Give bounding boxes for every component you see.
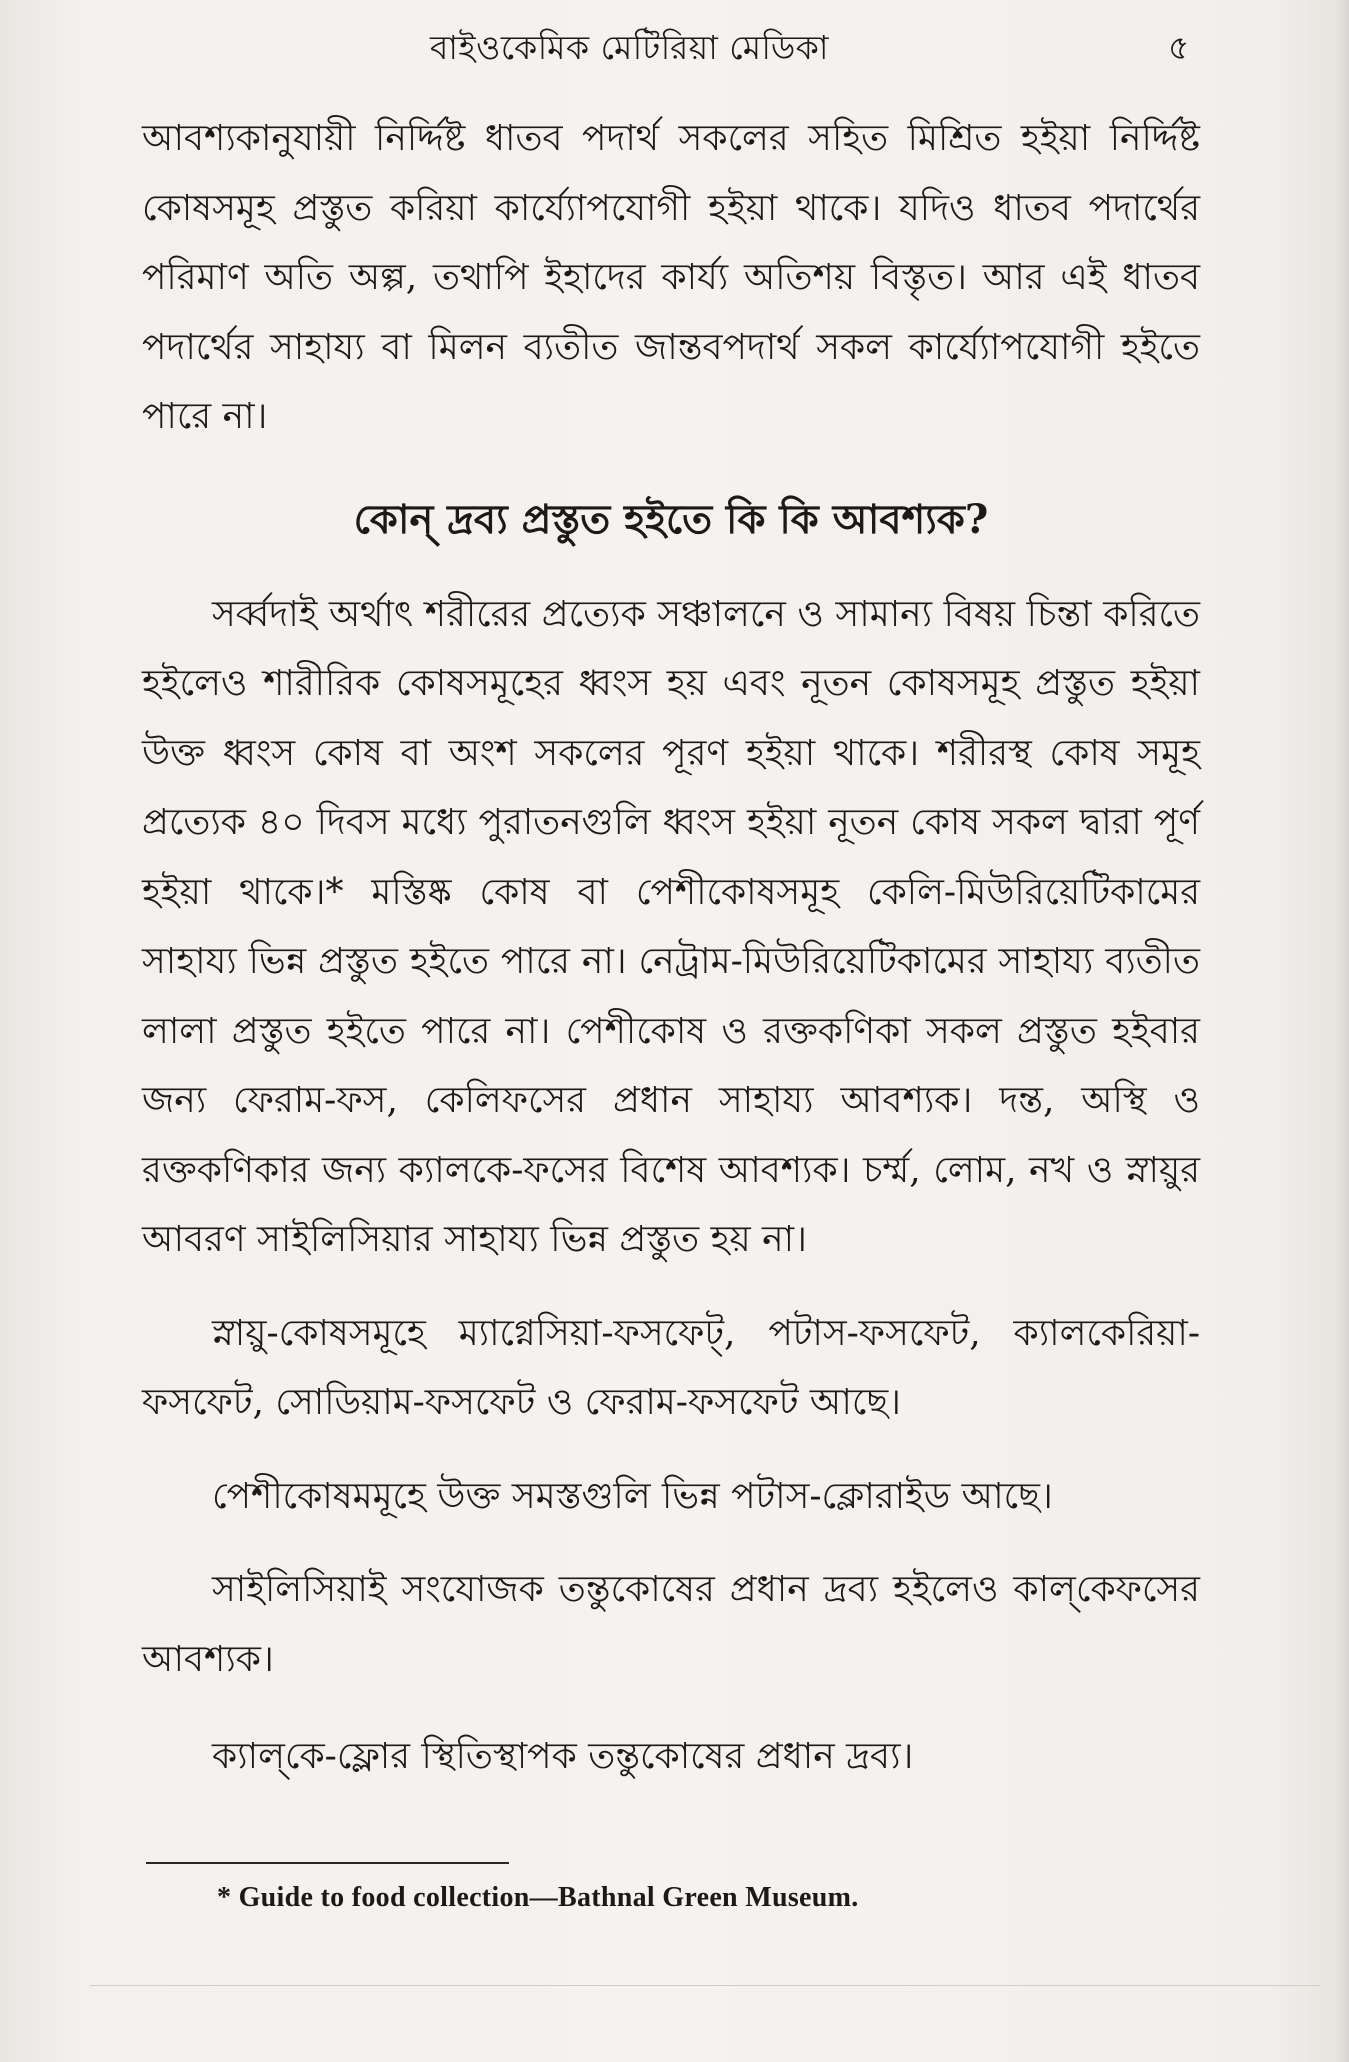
page-bottom-edge: [90, 1985, 1320, 1986]
paragraph-5: সাইলিসিয়াই সংযোজক তন্তুকোষের প্রধান দ্রব্য হইলেও কাল্‌কেফসের আবশ্যক।: [142, 1569, 1200, 1680]
page-edge-shadow: [1335, 0, 1349, 2062]
paragraph-4: পেশীকোষমমূহে উক্ত সমস্তগুলি ভিন্ন পটাস-ক্লোরাইড আছে।: [212, 1475, 1053, 1517]
body-text: [142, 104, 1200, 1792]
page-number: ৫: [1168, 28, 1190, 67]
paragraph-6: ক্যাল্‌কে-ফ্লোর স্থিতিস্থাপক তন্তুকোষের প্রধান দ্রব্য।: [212, 1736, 914, 1777]
paragraph-2: সর্ব্বদাই অর্থাৎ শরীরের প্রত্যেক সঞ্চালনে ও সামান্য বিষয় চিন্তা করিতে হইলেও শারীরিক কোষসমূহের ধ্বংস হয় এবং নূতন কোষসমূহ প্রস্তুত হইয়া উক্ত ধ্বংস কোষ বা অংশ সকলের পূরণ হইয়া থাকে। শরীরস্থ কোষ সমূহ প্রত্যেক ৪০ দিবস মধ্যে পুরাতনগুলি ধ্বংস হইয়া নূতন কোষ সকল দ্বারা পূর্ণ হইয়া থাকে।* মস্তিষ্ক কোষ বা পেশীকোষসমূহ কেলি-মিউরিয়েটিকামের সাহায্য ভিন্ন প্রস্তুত হইতে পারে না। নেট্রাম-মিউরিয়েটিকামের সাহায্য ব্যতীত লালা প্রস্তুত হইতে পারে না। পেশীকোষ ও রক্তকণিকা সকল প্রস্তুত হইবার জন্য ফেরাম-ফস, কেলিফসের প্রধান সাহায্য আবশ্যক। দন্ত, অস্থি ও রক্তকণিকার জন্য ক্যালকে-ফসের বিশেষ আবশ্যক। চর্ম্ম, লোম, নখ ও স্নায়ুর আবরণ সাইলিসিয়ার সাহায্য ভিন্ন প্রস্তুত হয় না।: [142, 593, 1200, 1260]
running-head: [0, 22, 1349, 72]
section-heading: কোন্ দ্রব্য প্রস্তুত হইতে কি কি আবশ্যক?: [353, 495, 989, 543]
paragraph-3: স্নায়ু-কোষসমূহে ম্যাগ্নেসিয়া-ফসফেট্, পটাস-ফসফেট, ক্যালকেরিয়া-ফসফেট, সোডিয়াম-ফসফেট ও ফেরাম-ফসফেট আছে।: [142, 1312, 1200, 1423]
running-title: বাইওকেমিক মেটিরিয়া মেডিকা: [430, 28, 829, 67]
footnote: * Guide to food collection—Bathnal Green Museum.: [217, 1882, 859, 1913]
footnote-rule: [146, 1862, 509, 1864]
paragraph-1: আবশ্যকানুযায়ী নির্দ্দিষ্ট ধাতব পদার্থ সকলের সহিত মিশ্রিত হইয়া নির্দ্দিষ্ট কোষসমূহ প্রস্তুত করিয়া কার্য্যোপযোগী হইয়া থাকে। যদিও ধাতব পদার্থের পরিমাণ অতি অল্প, তথাপি ইহাদের কার্য্য অতিশয় বিস্তৃত। আর এই ধাতব পদার্থের সাহায্য বা মিলন ব্যতীত জান্তবপদার্থ সকল কার্য্যোপযোগী হইতে পারে না।: [142, 118, 1200, 437]
